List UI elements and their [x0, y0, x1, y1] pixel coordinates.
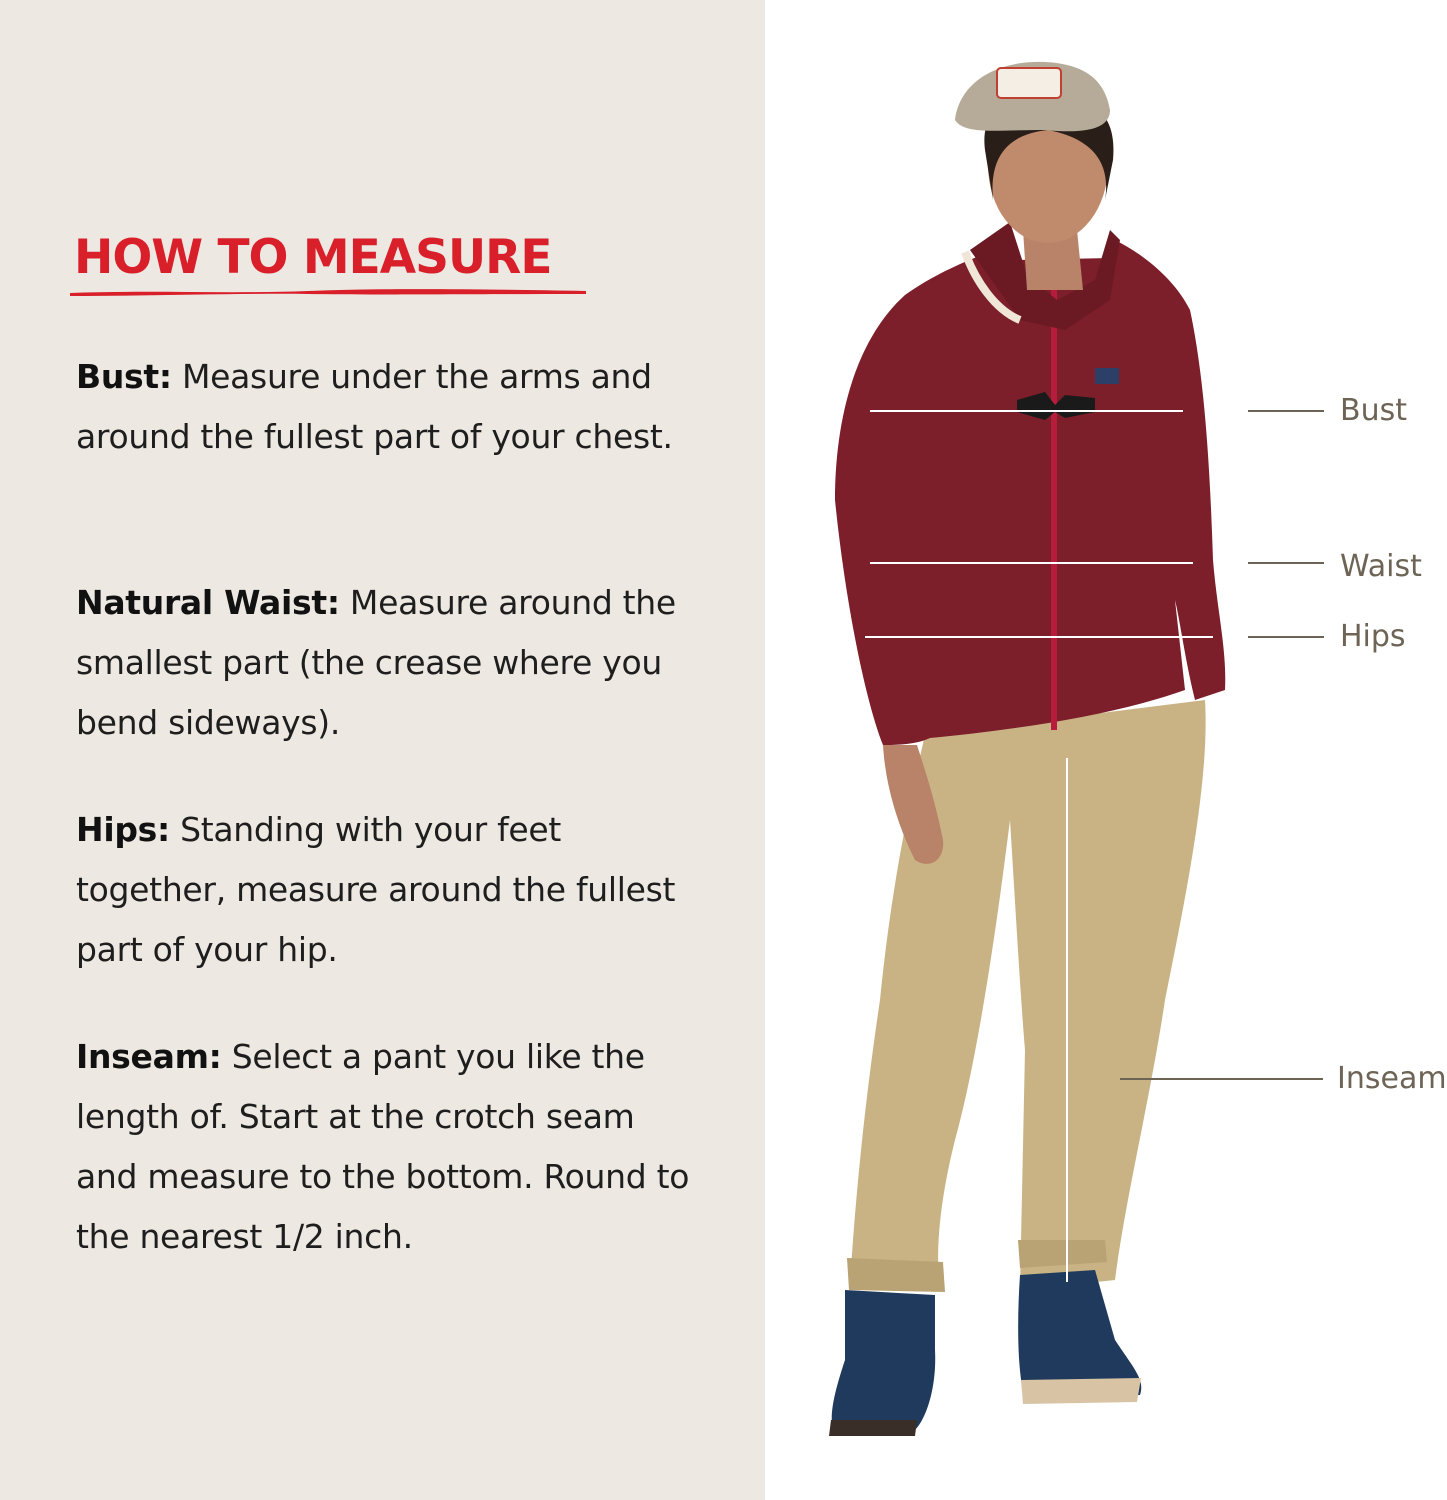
hips-term: Hips: — [76, 810, 170, 849]
hips-instruction — [76, 800, 696, 980]
title-underline — [68, 286, 588, 298]
inseam-label-line — [1120, 1078, 1323, 1080]
inseam-instruction — [76, 1027, 696, 1267]
hips-text: Standing with your feet together, measure around the fullest part of your hip. — [76, 810, 676, 969]
waist-instruction — [76, 573, 696, 753]
bust-instruction — [76, 347, 696, 467]
waist-label: Waist — [1340, 549, 1422, 584]
page-title: HOW TO MEASURE — [74, 230, 552, 285]
jacket-patch — [1095, 368, 1119, 384]
hips-label: Hips — [1340, 619, 1406, 654]
inseam-term: Inseam: — [76, 1037, 222, 1076]
bust-label: Bust — [1340, 393, 1407, 428]
waist-term: Natural Waist: — [76, 583, 340, 622]
waist-label-line — [1248, 562, 1324, 564]
right-sole — [1021, 1378, 1141, 1404]
cap-patch — [997, 68, 1061, 98]
bust-label-line — [1248, 410, 1324, 412]
bust-term: Bust: — [76, 357, 172, 396]
hips-label-line — [1248, 636, 1324, 638]
model-photo — [765, 0, 1447, 1500]
waist-text: Measure around the smallest part (the crease where you bend sideways). — [76, 583, 676, 742]
left-shoe — [832, 1290, 935, 1432]
left-cuff — [847, 1258, 945, 1292]
bust-text: Measure under the arms and around the fullest part of your chest. — [76, 357, 673, 456]
inseam-label: Inseam — [1337, 1061, 1447, 1096]
left-sole — [829, 1420, 917, 1436]
jacket-zipper — [1051, 280, 1057, 730]
model-panel — [765, 0, 1447, 1500]
inseam-text: Select a pant you like the length of. Start at the crotch seam and measure to the bottom. Round to the nearest 1/2 inch. — [76, 1037, 690, 1256]
